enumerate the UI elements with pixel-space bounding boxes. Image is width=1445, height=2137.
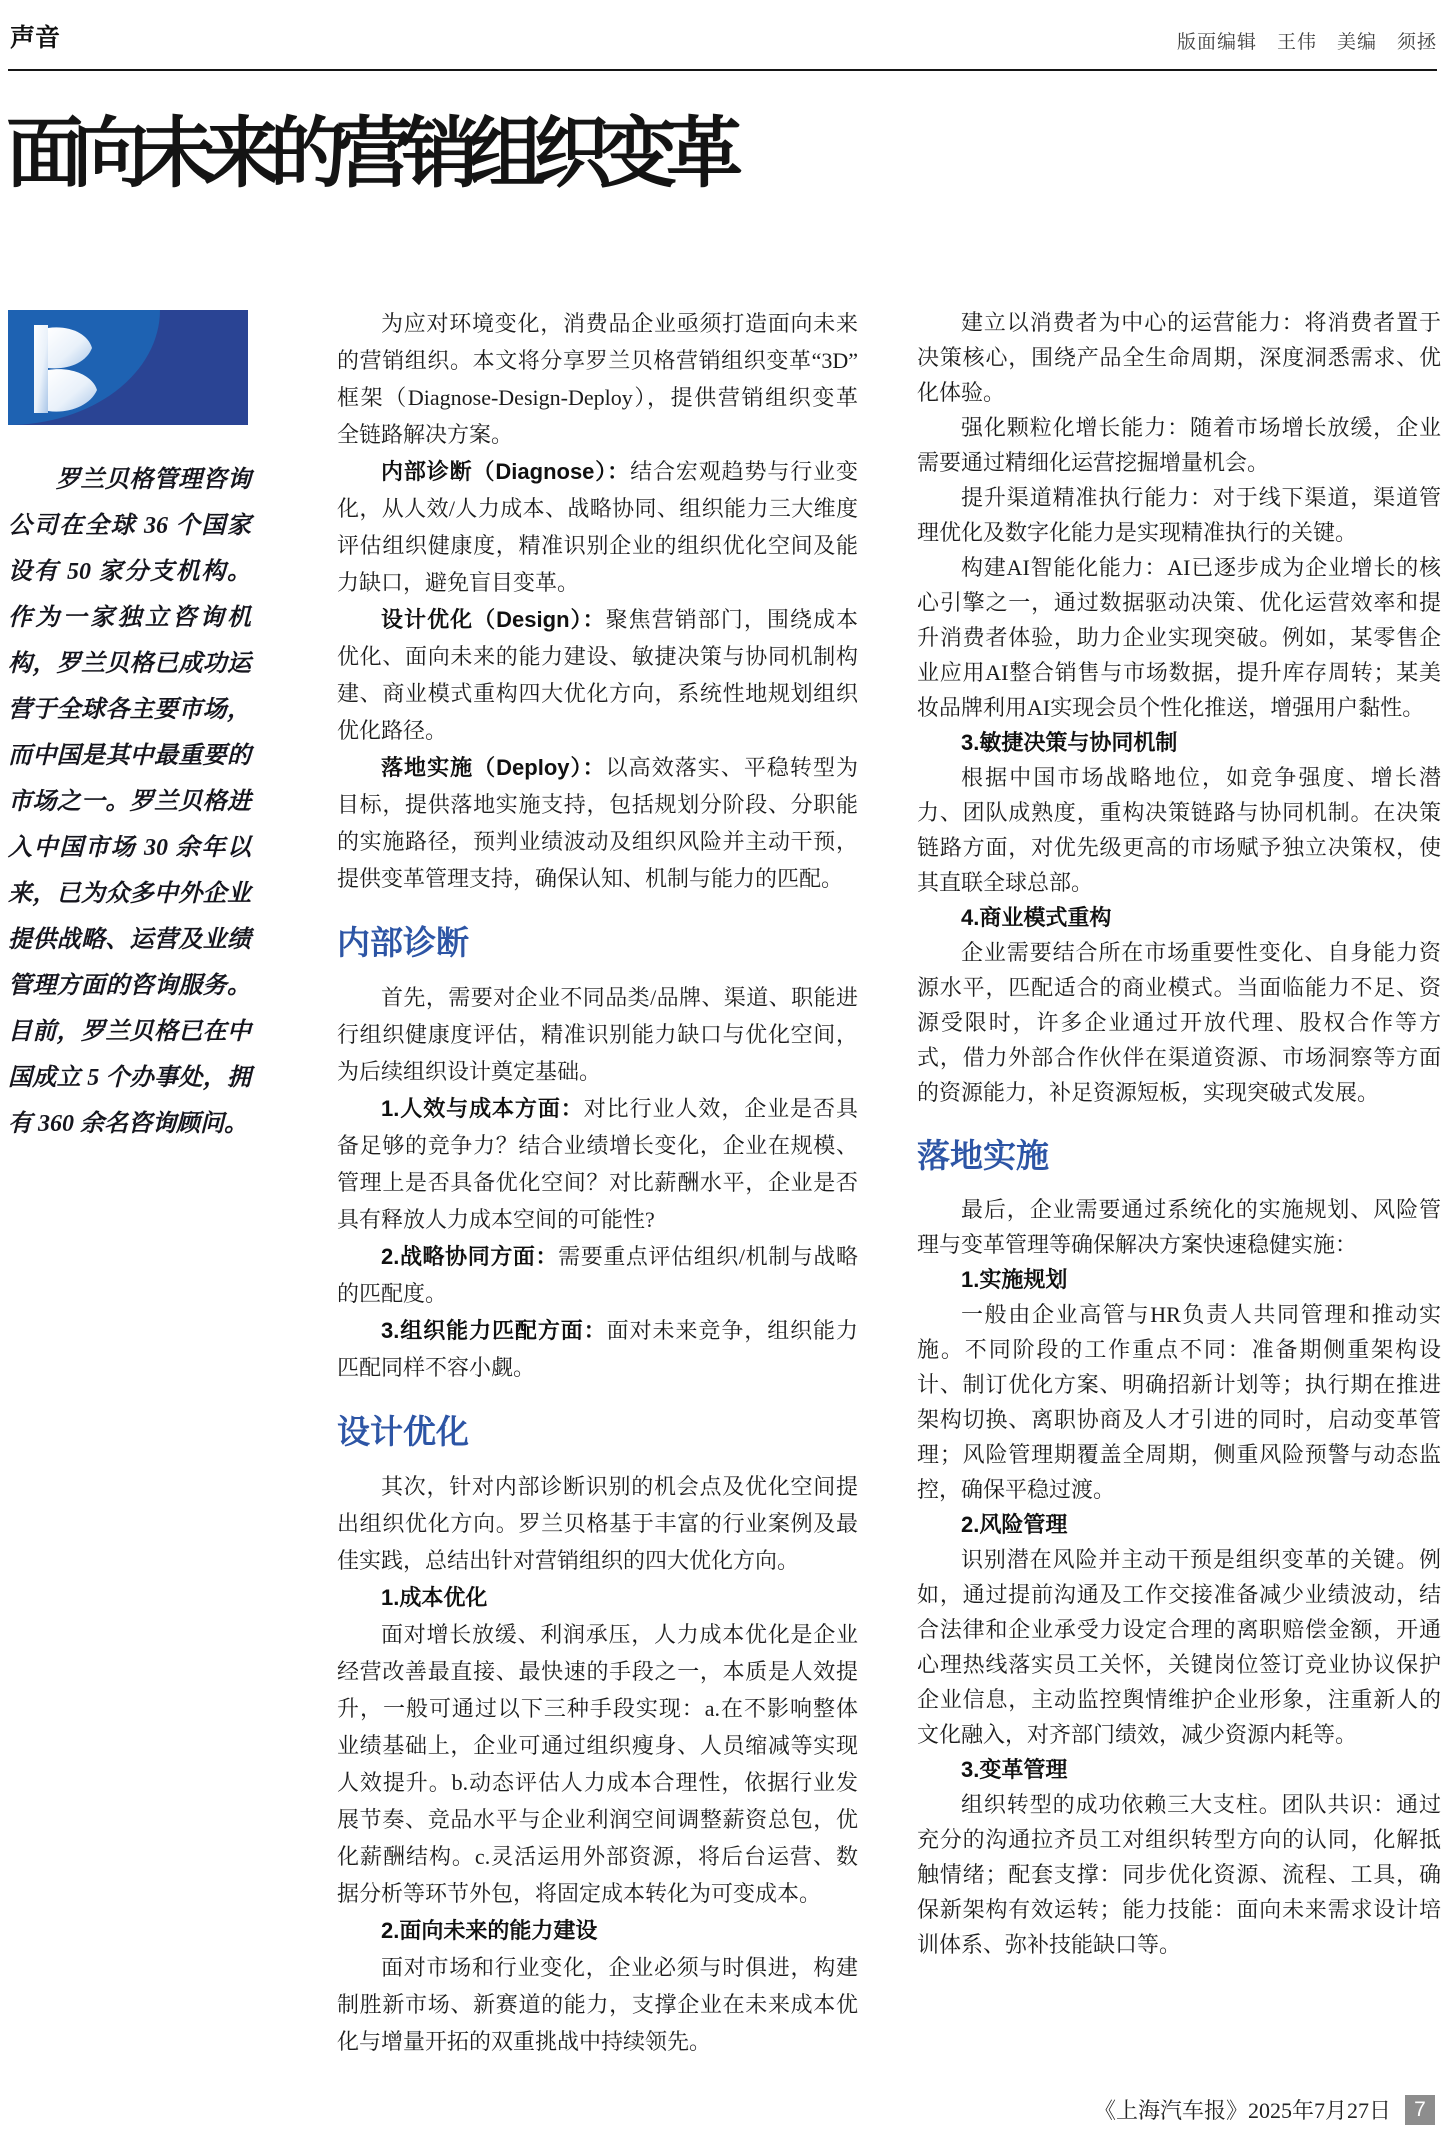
paragraph-text: 强化颗粒化增长能力：随着市场增长放缓，企业需要通过精细化运营挖掘增量机会。: [917, 415, 1441, 475]
middle-column: [337, 305, 858, 2060]
subheading: 1.实施规划: [961, 1267, 1068, 1292]
paragraph: [917, 305, 1441, 410]
paragraph: [337, 1312, 858, 1386]
paragraph: [917, 935, 1441, 1110]
paragraph-text: 面对市场和行业变化，企业必须与时俱进，构建制胜新市场、新赛道的能力，支撑企业在未来成本优化与增量开拓的双重挑战中持续领先。: [337, 1955, 858, 2054]
subheading: 3.敏捷决策与协同机制: [961, 730, 1178, 755]
paragraph: [337, 601, 858, 749]
sidebar-note: 罗兰贝格管理咨询公司在全球 36 个国家设有 50 家分支机构。作为一家独立咨询机构，罗兰贝格已成功运营于全球各主要市场，而中国是其中最重要的市场之一。罗兰贝格进入中国市场 30 余年以来，已为众多中外企业提供战略、运营及业绩管理方面的咨询服务。目前，罗兰贝格已在中国成立 5 个办事处，拥有 360 余名咨询顾问。: [8, 467, 251, 1137]
paragraph: [337, 453, 858, 601]
paragraph-text: 一般由企业高管与HR负责人共同管理和推动实施。不同阶段的工作重点不同：准备期侧重架构设计、制订优化方案、明确招新计划等；执行期在推进架构切换、离职协商及人才引进的同时，启动变革管理；风险管理期覆盖全周期，侧重风险预警与动态监控，确保平稳过渡。: [917, 1302, 1441, 1502]
paragraph-lead: 设计优化（Design）：: [381, 607, 606, 632]
paragraph-text: 识别潜在风险并主动干预是组织变革的关键。例如，通过提前沟通及工作交接准备减少业绩波动，结合法律和企业承受力设定合理的离职赔偿金额，开通心理热线落实员工关怀，关键岗位签订竞业协议保护企业信息，主动监控舆情维护企业形象，注重新人的文化融入，对齐部门绩效，减少资源内耗等。: [917, 1547, 1441, 1747]
right-column: [917, 305, 1441, 1962]
paragraph-text: 面对增长放缓、利润承压，人力成本优化是企业经营改善最直接、最快速的手段之一，本质是人效提升，一般可通过以下三种手段实现：a.在不影响整体业绩基础上，企业可通过组织瘦身、人员缩减等实现人效提升。b.动态评估人力成本合理性，依据行业发展节奏、竞品水平与企业利润空间调整薪资总包，优化薪酬结构。c.灵活运用外部资源，将后台运营、数据分析等环节外包，将固定成本转化为可变成本。: [337, 1622, 858, 1906]
page-footer: [1094, 2094, 1435, 2125]
subheading: 4.商业模式重构: [961, 905, 1112, 930]
paragraph-text: 建立以消费者为中心的运营能力：将消费者置于决策核心，围绕产品全生命周期，深度洞悉需求、优化体验。: [917, 310, 1441, 405]
roland-berger-b-icon: [34, 325, 98, 413]
subheading: 2.面向未来的能力建设: [381, 1918, 598, 1943]
paragraph-text: 结合宏观趋势与行业变化，从人效/人力成本、战略协同、组织能力三大维度评估组织健康度，精准识别企业的组织优化空间及能力缺口，避免盲目变革。: [337, 459, 858, 595]
paragraph: [337, 1238, 858, 1312]
paragraph: [337, 749, 858, 897]
paragraph: [917, 1787, 1441, 1962]
paragraph-text: 需要重点评估组织/机制与战略的匹配度。: [337, 1244, 858, 1306]
page-number-badge: 7: [1405, 2095, 1435, 2125]
page-headline: 面向未来的营销组织变革: [6, 111, 732, 197]
section-heading-design: 设计优化: [337, 1413, 469, 1450]
paragraph: [917, 550, 1441, 725]
paragraph-text: 根据中国市场战略地位，如竞争强度、增长潜力、团队成熟度，重构决策链路与协同机制。在决策链路方面，对优先级更高的市场赋予独立决策权，使其直联全球总部。: [917, 765, 1441, 895]
paragraph-lead: 落地实施（Deploy）：: [381, 755, 606, 780]
paragraph-lead: 3.组织能力匹配方面：: [381, 1318, 607, 1343]
paragraph-text: 构建AI智能化能力：AI已逐步成为企业增长的核心引擎之一，通过数据驱动决策、优化运营效率和提升消费者体验，助力企业实现突破。例如，某零售企业应用AI整合销售与市场数据，提升库存周转；某美妆品牌利用AI实现会员个性化推送，增强用户黏性。: [917, 555, 1441, 720]
paragraph: [917, 760, 1441, 900]
paragraph: [917, 410, 1441, 480]
paragraph: [337, 979, 858, 1090]
paragraph-text: 以高效落实、平稳转型为目标，提供落地实施支持，包括规划分阶段、分职能的实施路径，预判业绩波动及组织风险并主动干预，提供变革管理支持，确保认知、机制与能力的匹配。: [337, 755, 858, 891]
section-title: 声音: [10, 24, 61, 52]
footer-source: 《上海汽车报》2025年7月27日: [1093, 2098, 1391, 2123]
masthead-editors: 版面编辑 王伟 美编 须拯: [1176, 32, 1437, 53]
masthead-rule: [8, 69, 1437, 71]
paragraph-text: 聚焦营销部门，围绕成本优化、面向未来的能力建设、敏捷决策与协同机制构建、商业模式重构四大优化方向，系统性地规划组织优化路径。: [337, 607, 858, 743]
paragraph: [917, 1542, 1441, 1752]
subheading: 3.变革管理: [961, 1757, 1068, 1782]
paragraph: [337, 1949, 858, 2060]
paragraph: [337, 305, 858, 453]
paragraph-text: 企业需要结合所在市场重要性变化、自身能力资源水平，匹配适合的商业模式。当面临能力不足、资源受限时，许多企业通过开放代理、股权合作等方式，借力外部合作伙伴在渠道资源、市场洞察等方面的资源能力，补足资源短板，实现突破式发展。: [917, 940, 1441, 1105]
paragraph: [917, 480, 1441, 550]
paragraph-text: 对比行业人效，企业是否具备足够的竞争力？结合业绩增长变化，企业在规模、管理上是否具备优化空间？对比薪酬水平，企业是否具有释放人力成本空间的可能性?: [337, 1096, 858, 1232]
paragraph: [917, 1192, 1441, 1262]
paragraph-text: 面对未来竞争，组织能力匹配同样不容小觑。: [337, 1318, 858, 1380]
subheading: 2.风险管理: [961, 1512, 1068, 1537]
paragraph-text: 组织转型的成功依赖三大支柱。团队共识：通过充分的沟通拉齐员工对组织转型方向的认同，化解抵触情绪；配套支撑：同步优化资源、流程、工具，确保新架构有效运转；能力技能：面向未来需求设计培训体系、弥补技能缺口等。: [917, 1792, 1441, 1957]
section-heading-diagnose: 内部诊断: [337, 924, 469, 961]
paragraph-text: 提升渠道精准执行能力：对于线下渠道，渠道管理优化及数字化能力是实现精准执行的关键。: [917, 485, 1441, 545]
paragraph: [917, 1297, 1441, 1507]
subheading: 1.成本优化: [381, 1585, 488, 1610]
paragraph-lead: 1.人效与成本方面：: [381, 1096, 584, 1121]
paragraph-text: 其次，针对内部诊断识别的机会点及优化空间提出组织优化方向。罗兰贝格基于丰富的行业案例及最佳实践，总结出针对营销组织的四大优化方向。: [337, 1474, 858, 1573]
paragraph: [337, 1468, 858, 1579]
section-heading-deploy: 落地实施: [917, 1137, 1049, 1174]
roland-berger-logo: [8, 310, 248, 425]
paragraph-text: 首先，需要对企业不同品类/品牌、渠道、职能进行组织健康度评估，精准识别能力缺口与优化空间，为后续组织设计奠定基础。: [337, 985, 858, 1084]
paragraph-text: 最后，企业需要通过系统化的实施规划、风险管理与变革管理等确保解决方案快速稳健实施：: [917, 1197, 1441, 1257]
masthead: [10, 18, 1437, 54]
paragraph: [337, 1090, 858, 1238]
sidebar-column: [8, 310, 251, 1147]
paragraph-lead: 2.战略协同方面：: [381, 1244, 559, 1269]
paragraph-lead: 内部诊断（Diagnose）：: [381, 459, 631, 484]
paragraph: [337, 1616, 858, 1912]
paragraph-text: 为应对环境变化，消费品企业亟须打造面向未来的营销组织。本文将分享罗兰贝格营销组织变革“3D”框架（Diagnose-Design-Deploy），提供营销组织变革全链路解决方案。: [337, 311, 858, 447]
